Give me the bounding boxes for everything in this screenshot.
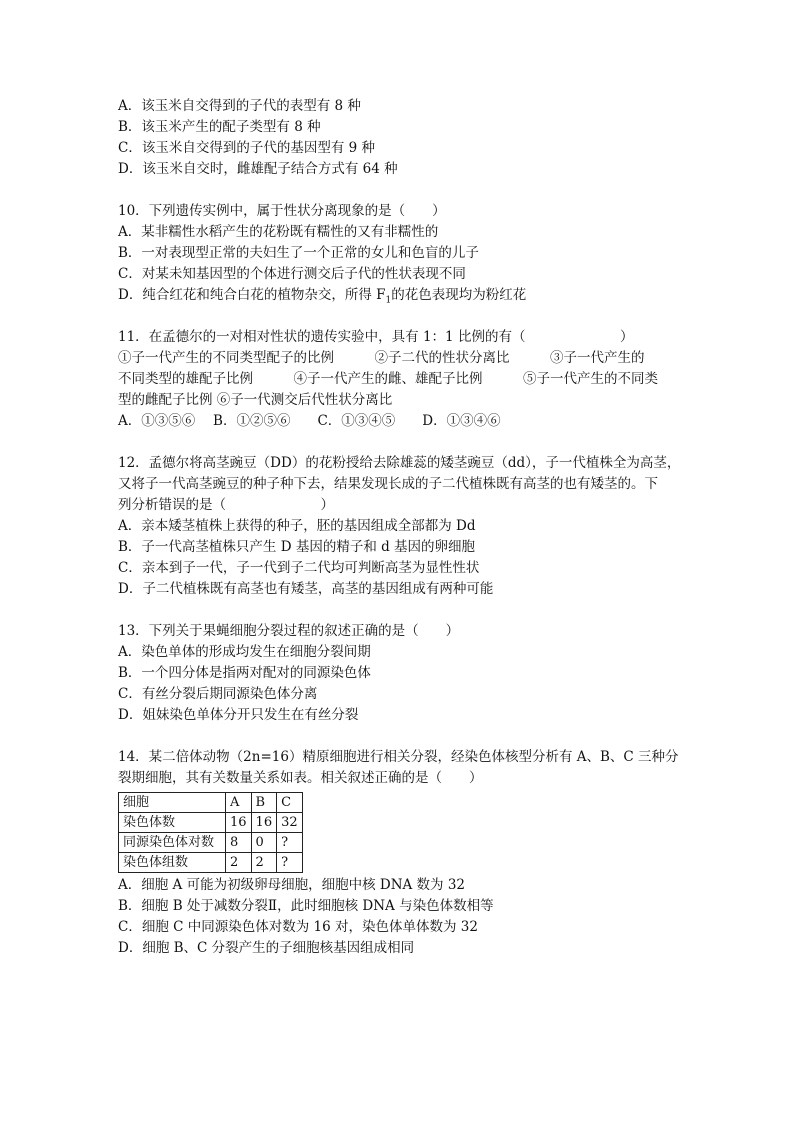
- table-cell: 0: [251, 833, 277, 853]
- q13-option-d: D．姐妹染色单体分开只发生在有丝分裂: [118, 707, 359, 723]
- table-header-cell: A: [226, 793, 252, 813]
- q12-line-3: 列分析错误的是（ ）: [118, 497, 334, 513]
- q9-option-c: C．该玉米自交得到的子代的基因型有 9 种: [118, 140, 376, 156]
- exam-page: [118, 96, 680, 959]
- q13-option-a: A．染色单体的形成均发生在细胞分裂间期: [118, 644, 371, 660]
- q12-option-b: B．子一代高茎植株只产生 D 基因的精子和 d 基因的卵细胞: [118, 539, 476, 555]
- table-cell: 染色体组数: [119, 853, 226, 873]
- question-12: [118, 453, 680, 600]
- q14-option-d: D．细胞 B、C 分裂产生的子细胞核基因组成相同: [118, 940, 415, 956]
- q10-option-a: A．某非糯性水稻产生的花粉既有糯性的又有非糯性的: [118, 224, 439, 240]
- table-cell: 32: [277, 813, 303, 833]
- q14-option-b: B．细胞 B 处于减数分裂Ⅱ，此时细胞核 DNA 与染色体数相等: [118, 898, 494, 914]
- question-11: [118, 327, 680, 432]
- table-cell: 16: [251, 813, 277, 833]
- q10-option-c: C．对某未知基因型的个体进行测交后子代的性状表现不同: [118, 266, 466, 282]
- q11-stem: 11．在孟德尔的一对相对性状的遗传实验中，具有 1：1 比例的有（ ）: [118, 329, 634, 345]
- q10-option-d: [118, 285, 680, 306]
- q12-option-d: D．子二代植株既有高茎也有矮茎，高茎的基因组成有两种可能: [118, 581, 494, 597]
- table-header-cell: C: [277, 793, 303, 813]
- q13-stem: 13．下列关于果蝇细胞分裂过程的叙述正确的是（ ）: [118, 623, 460, 639]
- q11-options: A．①③⑤⑥ B．①②⑤⑥ C．①③④⑤ D．①③④⑥: [118, 413, 501, 429]
- q10-stem: 10．下列遗传实例中，属于性状分离现象的是（ ）: [118, 203, 446, 219]
- question-13: [118, 621, 680, 726]
- q14-line-2: 裂期细胞，其有关数量关系如表。相关叙述正确的是（ ）: [118, 770, 483, 786]
- table-cell: 染色体数: [119, 813, 226, 833]
- q10-option-d-tail: 的花色表现均为粉红花: [391, 287, 527, 303]
- q13-option-b: B．一个四分体是指两对配对的同源染色体: [118, 665, 371, 681]
- table-row: [119, 853, 303, 873]
- table-row: [119, 813, 303, 833]
- table-cell: 16: [226, 813, 252, 833]
- q11-line-2: 不同类型的雄配子比例 ④子一代产生的雌、雄配子比例 ⑤子一代产生的不同类: [118, 371, 658, 387]
- q14-option-c: C．细胞 C 中同源染色体对数为 16 对，染色体单体数为 32: [118, 919, 478, 935]
- table-cell: 8: [226, 833, 252, 853]
- table-row: [119, 833, 303, 853]
- table-cell: ?: [277, 833, 303, 853]
- q14-line-1: 14．某二倍体动物（2n=16）精原细胞进行相关分裂，经染色体核型分析有 A、B、C 三种分: [118, 749, 679, 765]
- table-cell: 2: [251, 853, 277, 873]
- question-14: [118, 747, 680, 959]
- q12-line-2: 又将子一代高茎豌豆的种子种下去，结果发现长成的子二代植株既有高茎的也有矮茎的。下: [118, 476, 658, 492]
- q12-option-a: A．亲本矮茎植株上获得的种子，胚的基因组成全部都为 Dd: [118, 518, 476, 534]
- q9-option-a: A．该玉米自交得到的子代的表型有 8 种: [118, 98, 361, 114]
- q10-option-d-subscript: 1: [385, 295, 392, 306]
- table-cell: ?: [277, 853, 303, 873]
- cell-data-table: [118, 792, 303, 873]
- table-cell: 同源染色体对数: [119, 833, 226, 853]
- table-header-cell: 细胞: [119, 793, 226, 813]
- q10-option-b: B．一对表现型正常的夫妇生了一个正常的女儿和色盲的儿子: [118, 245, 479, 261]
- table-cell: 2: [226, 853, 252, 873]
- q12-line-1: 12．孟德尔将高茎豌豆（DD）的花粉授给去除雄蕊的矮茎豌豆（dd），子一代植株全为高茎，: [118, 455, 681, 471]
- q10-option-d-text: D．纯合红花和纯合白花的植物杂交，所得 F: [118, 287, 386, 303]
- q14-option-a: A．细胞 A 可能为初级卵母细胞，细胞中核 DNA 数为 32: [118, 877, 466, 893]
- question-10: [118, 201, 680, 306]
- q9-option-b: B．该玉米产生的配子类型有 8 种: [118, 119, 321, 135]
- q11-line-1: ①子一代产生的不同类型配子的比例 ②子二代的性状分离比 ③子一代产生的: [118, 350, 645, 366]
- q12-option-c: C．亲本到子一代，子一代到子二代均可判断高茎为显性性状: [118, 560, 480, 576]
- q13-option-c: C．有丝分裂后期同源染色体分离: [118, 686, 318, 702]
- table-header-cell: B: [251, 793, 277, 813]
- table-header-row: [119, 793, 303, 813]
- q11-line-3: 型的雌配子比例 ⑥子一代测交后代性状分离比: [118, 392, 393, 408]
- q9-option-d: D．该玉米自交时，雌雄配子结合方式有 64 种: [118, 161, 398, 177]
- question-9-options: [118, 96, 680, 180]
